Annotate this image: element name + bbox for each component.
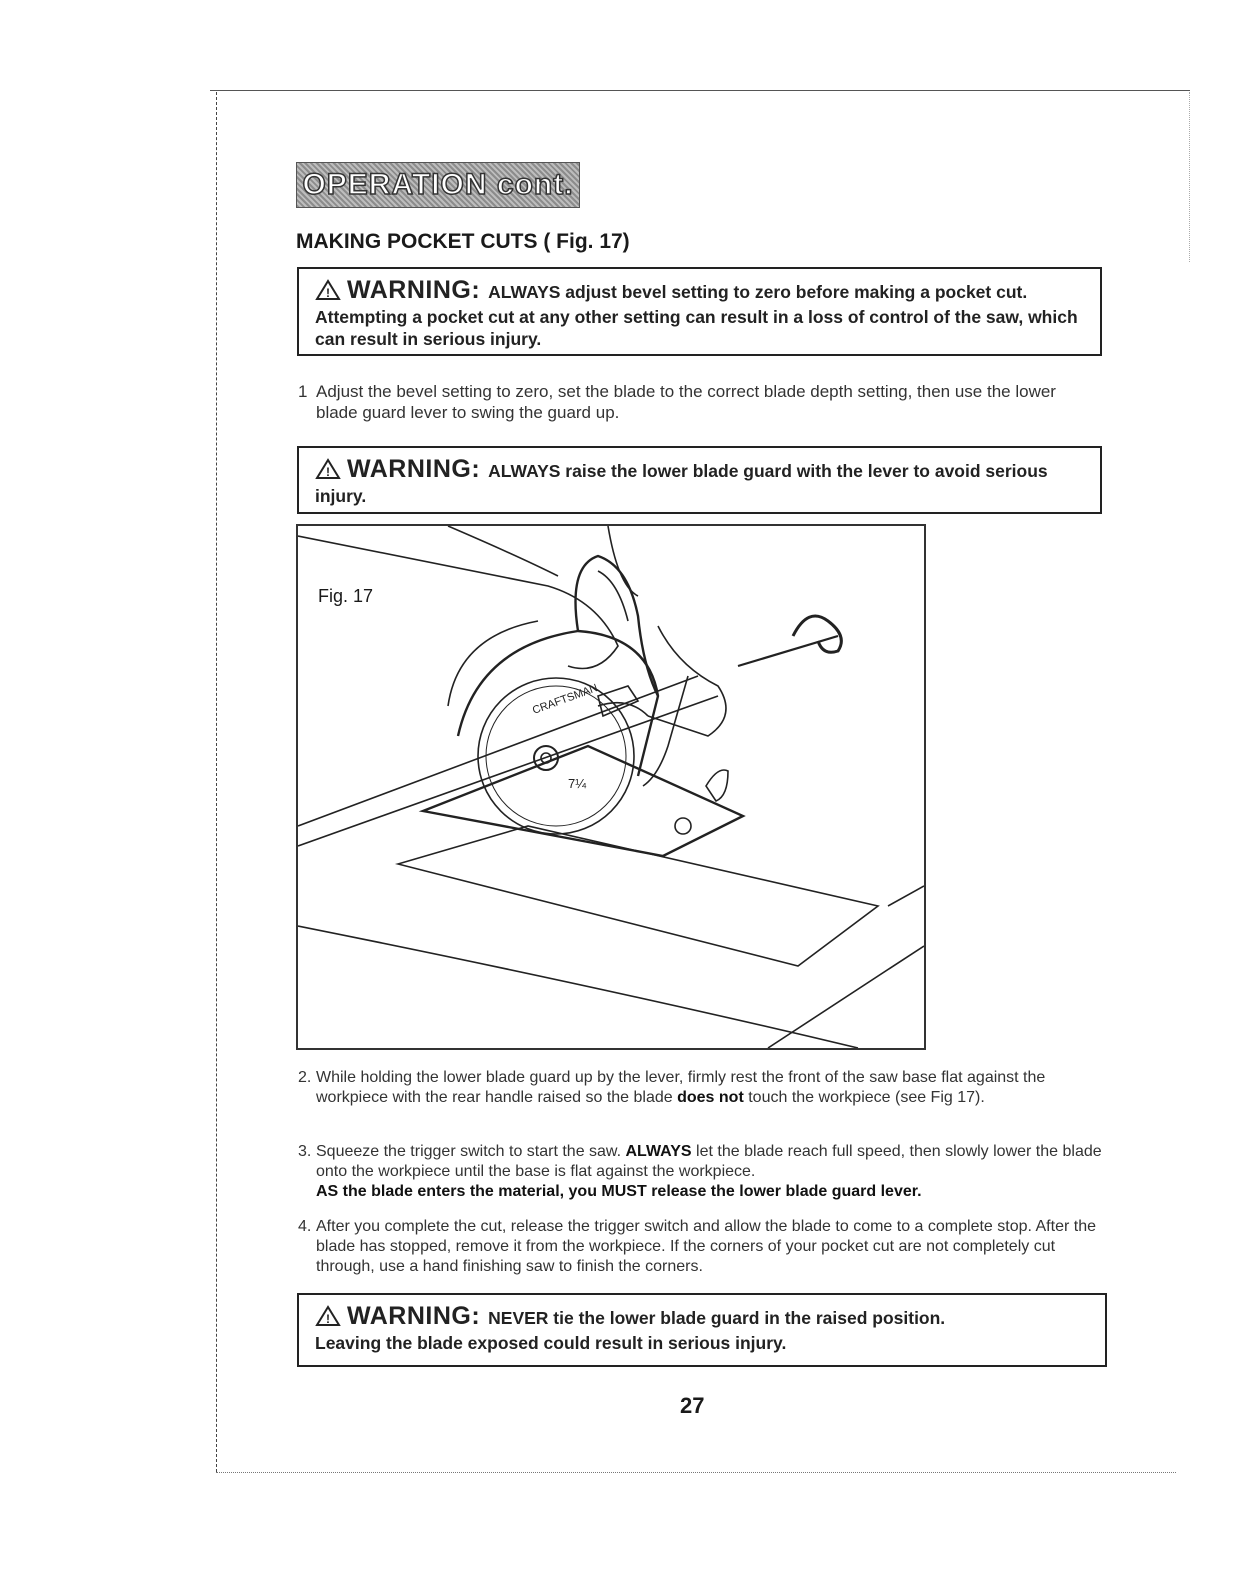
page-frame-bottom: [216, 1472, 1176, 1473]
step-text: While holding the lower blade guard up by the lever, firmly rest the front of the saw base flat against the workpiece with the rear handle raised so the blade: [316, 1069, 1046, 1106]
warning-label: WARNING:: [347, 455, 481, 483]
svg-text:!: !: [326, 286, 330, 300]
step-2: [298, 1068, 1096, 1108]
step-text-bold: AS the blade enters the material, you MUST release the lower blade guard lever.: [316, 1183, 922, 1200]
step-text: touch the workpiece (see Fig 17).: [748, 1089, 985, 1106]
svg-text:!: !: [326, 1312, 330, 1326]
page-number: 27: [680, 1393, 705, 1418]
warning-text: Leaving the blade exposed could result in serious injury.: [315, 1333, 787, 1353]
section-banner: [296, 162, 580, 208]
warning-text: NEVER tie the lower blade guard in the raised position.: [488, 1308, 946, 1328]
circular-saw-illustration: [298, 526, 924, 1048]
warning-triangle-icon: [315, 458, 341, 485]
warning-triangle-icon: [315, 1305, 341, 1332]
blade-brand-text: CRAFTSMAN: [530, 682, 600, 717]
step-text-bold: ALWAYS: [625, 1143, 692, 1160]
page-frame-right: [1189, 92, 1190, 262]
step-text-bold: does not: [677, 1089, 744, 1106]
page-heading: MAKING POCKET CUTS ( Fig. 17): [296, 230, 630, 253]
warning-label: WARNING:: [347, 1302, 481, 1330]
step-number: 3.: [298, 1143, 312, 1160]
warning-triangle-icon: [315, 279, 341, 306]
figure-label: Fig. 17: [318, 586, 374, 606]
step-4: [298, 1217, 1116, 1277]
warning-label: WARNING:: [347, 276, 481, 304]
warning-text: ALWAYS raise the lower blade guard with the lever to avoid serious injury.: [315, 461, 1048, 506]
section-title: OPERATION cont.: [302, 168, 574, 201]
step-text: Adjust the bevel setting to zero, set the blade to the correct blade depth setting, then use the lower blade guard lever to swing the guard up.: [316, 382, 1056, 422]
warning-text: ALWAYS adjust bevel setting to zero before making a pocket cut. Attempting a pocket cut at any other setting can result in a loss of control of the saw, which can result in serious injury.: [315, 282, 1078, 349]
step-3: [298, 1142, 1106, 1202]
step-text: Squeeze the trigger switch to start the saw.: [316, 1143, 622, 1160]
step-number: 1: [298, 382, 308, 401]
page-frame-left: [216, 92, 217, 1472]
warning-box-1: [297, 267, 1102, 356]
step-text: After you complete the cut, release the trigger switch and allow the blade to come to a complete stop. After the blade has stopped, remove it from the workpiece. If the corners of your pocket cut are not completely cut through, use a hand finishing saw to finish the corners.: [316, 1218, 1096, 1275]
warning-box-2: [297, 446, 1102, 514]
page-frame-top: [210, 90, 1190, 91]
figure-17: [296, 524, 926, 1050]
step-number: 2.: [298, 1069, 312, 1086]
step-number: 4.: [298, 1218, 312, 1235]
step-1: [298, 381, 1076, 423]
svg-text:!: !: [326, 465, 330, 479]
step-text: let the blade reach full speed, then slowly lower the blade onto the workpiece until the base is flat against the workpiece.: [316, 1143, 1102, 1180]
warning-box-3: [297, 1293, 1107, 1367]
blade-size-text: 7¼: [568, 776, 587, 791]
